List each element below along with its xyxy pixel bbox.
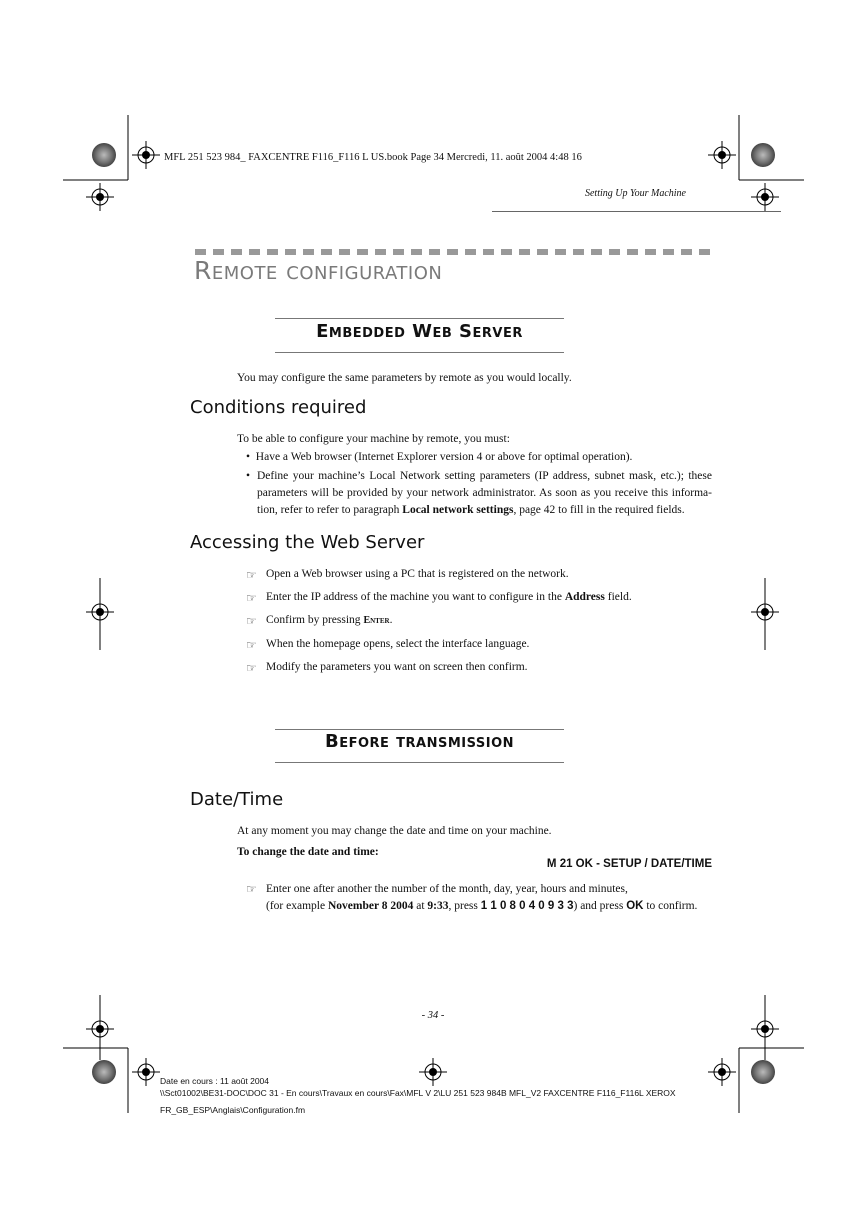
bullet-dot: • xyxy=(246,470,251,482)
access-step-3: ☞ Confirm by pressing Enter. xyxy=(246,614,393,628)
section-title-before: Before transmission xyxy=(324,731,515,752)
halftone-disc-icon xyxy=(751,143,775,167)
section-rule-bottom xyxy=(275,762,564,763)
registration-target-icon xyxy=(708,141,736,169)
access-step-5: ☞ Modify the parameters you want on screen then confirm. xyxy=(246,661,528,675)
conditions-bullet-2: • Define your machine’s Local Network setting parameters (IP address, subnet mask, etc.); these parameters will be provided by your network administrator. As soon as you receive this informa- tion, refer to refer to paragraph Local network settings, page 42 to fill in the required fields. xyxy=(246,468,712,519)
section-title-ews: Embedded Web Server xyxy=(316,321,523,342)
registration-target-icon xyxy=(132,141,160,169)
pointing-hand-icon: ☞ xyxy=(246,882,257,896)
registration-target-icon xyxy=(751,1015,779,1043)
chapter-title: Remote configuration xyxy=(194,256,443,285)
running-head-rule xyxy=(492,211,781,212)
enter-key: Enter xyxy=(363,615,390,626)
print-header: MFL 251 523 984_ FAXCENTRE F116_F116 L US.book Page 34 Mercredi, 11. août 2004 4:48 16 xyxy=(164,152,582,163)
page-number: - 34 - xyxy=(421,1010,445,1021)
footer-file: FR_GB_ESP\Anglais\Configuration.fm xyxy=(160,1105,306,1115)
footer-date: Date en cours : 11 août 2004 xyxy=(160,1076,270,1086)
registration-target-icon xyxy=(751,598,779,626)
pointing-hand-icon: ☞ xyxy=(246,638,257,652)
pointing-hand-icon: ☞ xyxy=(246,591,257,605)
access-step-1: ☞ Open a Web browser using a PC that is registered on the network. xyxy=(246,568,569,582)
subheading-conditions: Conditions required xyxy=(190,397,367,418)
halftone-disc-icon xyxy=(92,143,116,167)
pointing-hand-icon: ☞ xyxy=(246,614,257,628)
datetime-intro: At any moment you may change the date and time on your machine. xyxy=(237,825,552,837)
conditions-intro: To be able to configure your machine by remote, you must: xyxy=(237,433,510,445)
key-sequence: 1 1 0 8 0 4 0 9 3 3 xyxy=(480,900,574,912)
chapter-dash-bar xyxy=(195,249,713,255)
access-step-2: ☞ Enter the IP address of the machine you want to configure in the Address field. xyxy=(246,591,632,605)
registration-target-icon xyxy=(419,1058,447,1086)
access-step-4: ☞ When the homepage opens, select the interface language. xyxy=(246,638,530,652)
running-head: Setting Up Your Machine xyxy=(584,188,686,199)
registration-target-icon xyxy=(708,1058,736,1086)
pointing-hand-icon: ☞ xyxy=(246,661,257,675)
registration-target-icon xyxy=(751,183,779,211)
subheading-datetime: Date/Time xyxy=(190,789,284,810)
datetime-step: ☞ Enter one after another the number of the month, day, year, hours and minutes, (for example November 8 2004 at 9:33, press 1 1 0 8 0 4 0 9 3 3) and press OK to confirm. xyxy=(246,881,697,915)
registration-target-icon xyxy=(86,598,114,626)
ews-intro: You may configure the same parameters by remote as you would locally. xyxy=(237,372,572,384)
section-rule-top xyxy=(275,729,564,730)
bullet-dot: • xyxy=(246,451,256,463)
ok-key: OK xyxy=(626,900,644,912)
datetime-howto: To change the date and time: xyxy=(237,846,379,858)
section-rule-top xyxy=(275,318,564,319)
halftone-disc-icon xyxy=(92,1060,116,1084)
pointing-hand-icon: ☞ xyxy=(246,568,257,582)
halftone-disc-icon xyxy=(751,1060,775,1084)
subheading-accessing: Accessing the Web Server xyxy=(190,532,425,553)
section-rule-bottom xyxy=(275,352,564,353)
registration-target-icon xyxy=(86,183,114,211)
registration-target-icon xyxy=(132,1058,160,1086)
conditions-bullet-1: • Have a Web browser (Internet Explorer version 4 or above for optimal operation). xyxy=(246,451,633,463)
footer-path: \\Sct01002\BE31-DOC\DOC 31 - En cours\Travaux en cours\Fax\MFL V 2\LU 251 523 984B MFL_V2 FAXCENTRE F116_F116L XEROX xyxy=(160,1088,676,1098)
registration-target-icon xyxy=(86,1015,114,1043)
link-local-network-settings: Local network settings xyxy=(402,504,514,516)
menu-path: M 21 OK - SETUP / DATE/TIME xyxy=(546,858,712,870)
